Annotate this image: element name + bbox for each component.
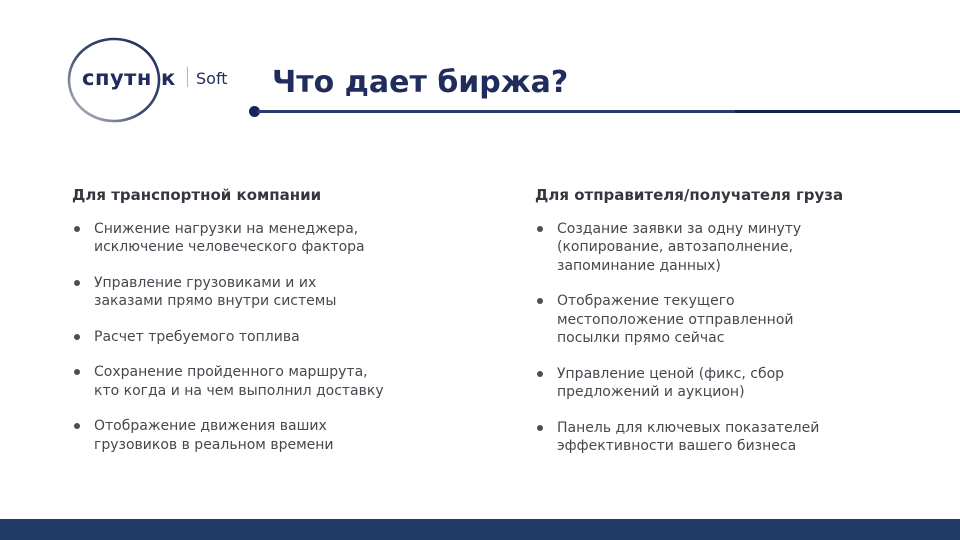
column-transport-company — [72, 186, 402, 471]
list-item — [72, 274, 402, 311]
bullet-icon — [74, 423, 80, 429]
bullet-icon — [74, 226, 80, 232]
bullet-icon — [537, 371, 543, 377]
list-item — [535, 365, 865, 402]
list-item-text: Расчет требуемого топлива — [94, 328, 300, 345]
column-header: Для транспортной компании — [72, 186, 322, 204]
column-header: Для отправителя/получателя груза — [535, 186, 844, 204]
bullet-list — [72, 220, 402, 454]
list-item — [535, 292, 865, 347]
logo-text-sputn: спутн — [82, 66, 152, 90]
list-item-text: Панель для ключевых показателей эффективности вашего бизнеса — [557, 419, 820, 455]
bullet-icon — [537, 425, 543, 431]
bullet-icon — [74, 334, 80, 340]
logo-text-k: к — [161, 66, 176, 90]
logo-separator: | — [184, 63, 191, 87]
list-item-text: Снижение нагрузки на менеджера, исключение человеческого фактора — [94, 221, 365, 256]
list-item-text: Отображение движения ваших грузовиков в реальном времени — [94, 418, 334, 453]
bullet-icon — [537, 226, 543, 232]
list-item — [72, 220, 402, 257]
logo-text-soft: Soft — [196, 69, 228, 88]
bullet-list — [535, 220, 865, 456]
column-sender-receiver — [535, 186, 865, 473]
list-item-text: Отображение текущего местоположение отправленной посылки прямо сейчас — [557, 293, 794, 347]
company-logo — [62, 32, 262, 127]
list-item — [72, 417, 402, 454]
list-item — [72, 363, 402, 400]
list-item-text: Сохранение пройденного маршрута, кто когда и на чем выполнил доставку — [94, 364, 384, 399]
list-item — [72, 328, 402, 346]
slide-title: Что дает биржа? — [272, 65, 569, 101]
list-item — [535, 220, 865, 275]
list-item-text: Создание заявки за одну минуту (копирование, автозаполнение, запоминание данных) — [557, 221, 802, 274]
bullet-icon — [537, 298, 543, 304]
list-item — [535, 419, 865, 456]
rule-line — [257, 110, 960, 113]
footer-accent-bar — [0, 519, 960, 540]
bullet-icon — [74, 280, 80, 286]
list-item-text: Управление грузовиками и их заказами прямо внутри системы — [94, 274, 337, 310]
list-item-text: Управление ценой (фикс, сбор предложений и аукцион) — [557, 365, 785, 401]
bullet-icon — [74, 369, 80, 375]
